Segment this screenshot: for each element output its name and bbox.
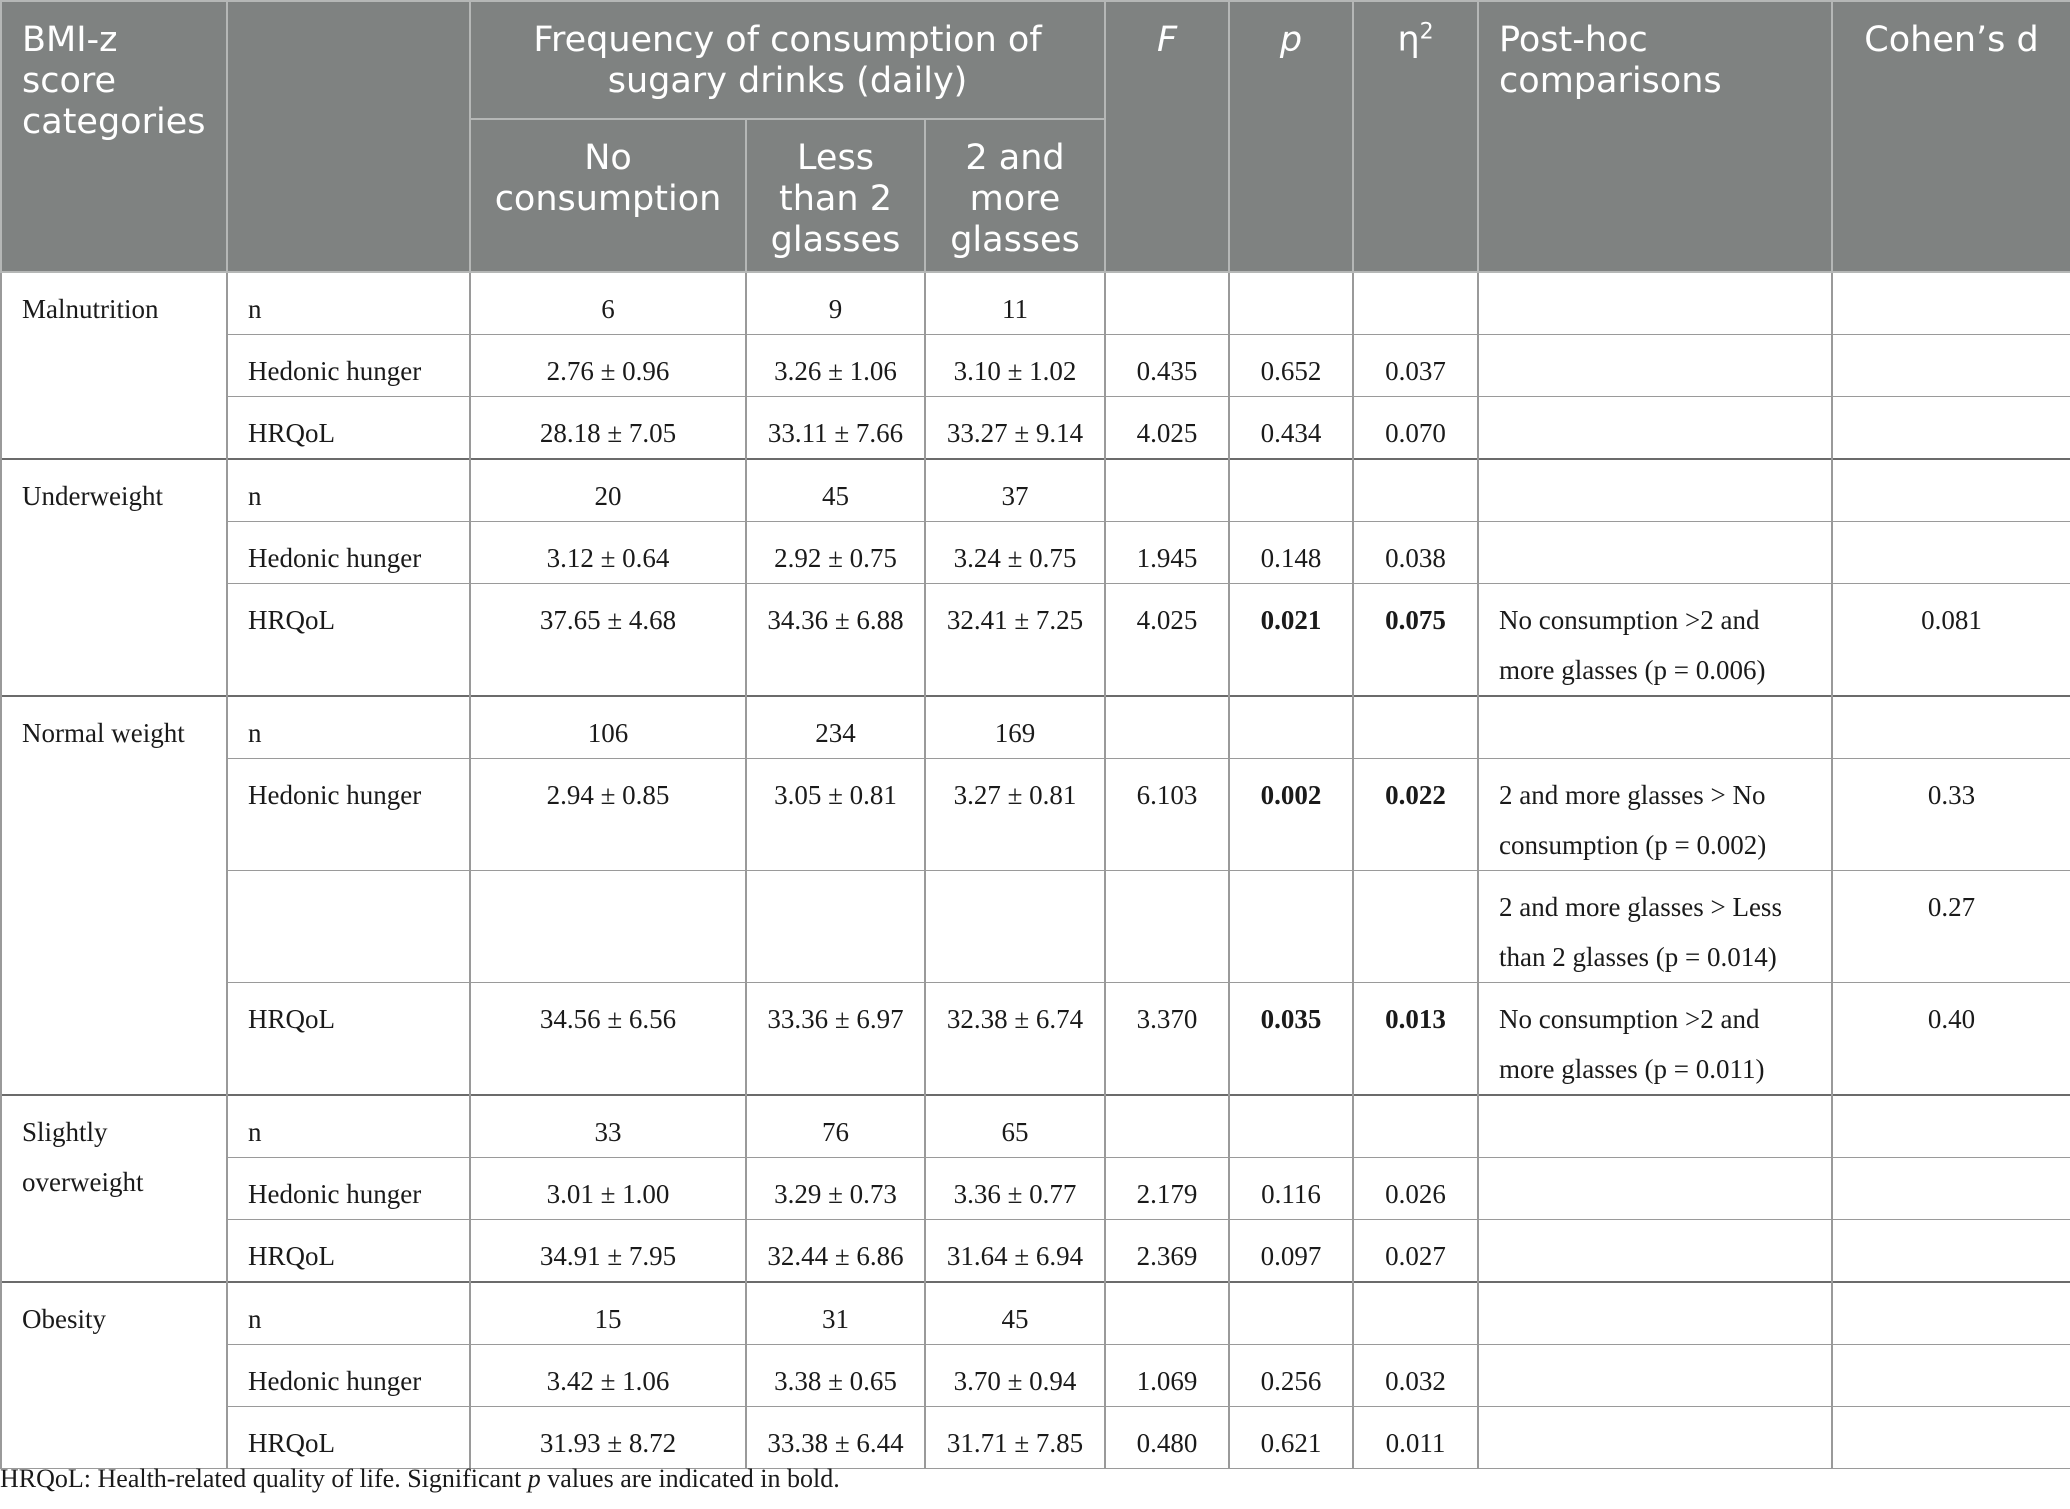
cell-category: Malnutrition — [1, 272, 227, 459]
table-row — [1, 1095, 2070, 1158]
cell-no-consumption: 34.91 ± 7.95 — [470, 1220, 746, 1283]
cell-f — [1105, 1282, 1229, 1345]
cell-less-than-2: 3.38 ± 0.65 — [746, 1345, 925, 1407]
table-row — [1, 584, 2070, 697]
cell-f: 2.369 — [1105, 1220, 1229, 1283]
cell-posthoc — [1478, 397, 1832, 460]
cell-measure: HRQoL — [227, 584, 470, 697]
cell-less-than-2: 32.44 ± 6.86 — [746, 1220, 925, 1283]
cell-no-consumption: 106 — [470, 696, 746, 759]
cell-2-and-more: 3.70 ± 0.94 — [925, 1345, 1105, 1407]
table-row — [1, 459, 2070, 522]
table-row — [1, 759, 2070, 871]
header-p: p — [1229, 1, 1353, 272]
cell-cohens-d — [1832, 696, 2070, 759]
cell-f — [1105, 272, 1229, 335]
cell-no-consumption: 28.18 ± 7.05 — [470, 397, 746, 460]
cell-posthoc: 2 and more glasses > Less than 2 glasses (p = 0.014) — [1478, 871, 1832, 983]
cell-f: 2.179 — [1105, 1158, 1229, 1220]
cell-eta-squared — [1353, 1282, 1478, 1345]
footnote-p-symbol: p — [527, 1464, 541, 1493]
cell-2-and-more: 3.27 ± 0.81 — [925, 759, 1105, 871]
cell-posthoc — [1478, 522, 1832, 584]
cell-f: 6.103 — [1105, 759, 1229, 871]
cell-less-than-2: 3.05 ± 0.81 — [746, 759, 925, 871]
cell-cohens-d — [1832, 335, 2070, 397]
cell-less-than-2 — [746, 871, 925, 983]
table-footnote — [0, 1464, 840, 1494]
cell-eta-squared — [1353, 696, 1478, 759]
cell-cohens-d — [1832, 1407, 2070, 1469]
cell-cohens-d: 0.27 — [1832, 871, 2070, 983]
cell-less-than-2: 33.11 ± 7.66 — [746, 397, 925, 460]
table-row — [1, 1282, 2070, 1345]
cell-category: Underweight — [1, 459, 227, 696]
header-posthoc: Post-hoc comparisons — [1478, 1, 1832, 272]
cell-no-consumption: 34.56 ± 6.56 — [470, 983, 746, 1096]
cell-posthoc — [1478, 1220, 1832, 1283]
footnote-text-start: HRQoL: Health-related quality of life. Significant — [0, 1464, 528, 1493]
cell-no-consumption: 15 — [470, 1282, 746, 1345]
cell-eta-squared: 0.075 — [1353, 584, 1478, 697]
header-eta-squared — [1353, 1, 1478, 272]
cell-less-than-2: 45 — [746, 459, 925, 522]
cell-less-than-2: 33.36 ± 6.97 — [746, 983, 925, 1096]
cell-measure: HRQoL — [227, 1407, 470, 1469]
cell-measure: n — [227, 1282, 470, 1345]
cell-measure: n — [227, 272, 470, 335]
table-row — [1, 335, 2070, 397]
cell-posthoc — [1478, 1158, 1832, 1220]
header-less-than-2: Less than 2 glasses — [746, 119, 925, 272]
cell-p: 0.652 — [1229, 335, 1353, 397]
footnote-text-end: values are indicated in bold. — [540, 1464, 840, 1493]
cell-2-and-more: 37 — [925, 459, 1105, 522]
cell-less-than-2: 76 — [746, 1095, 925, 1158]
cell-measure: HRQoL — [227, 1220, 470, 1283]
cell-less-than-2: 33.38 ± 6.44 — [746, 1407, 925, 1469]
cell-f: 1.945 — [1105, 522, 1229, 584]
cell-f: 4.025 — [1105, 397, 1229, 460]
cell-2-and-more: 33.27 ± 9.14 — [925, 397, 1105, 460]
cell-p: 0.148 — [1229, 522, 1353, 584]
cell-cohens-d — [1832, 1158, 2070, 1220]
cell-measure: Hedonic hunger — [227, 1345, 470, 1407]
cell-less-than-2: 34.36 ± 6.88 — [746, 584, 925, 697]
cell-2-and-more: 11 — [925, 272, 1105, 335]
table-row — [1, 696, 2070, 759]
cell-p: 0.097 — [1229, 1220, 1353, 1283]
cell-less-than-2: 3.26 ± 1.06 — [746, 335, 925, 397]
cell-posthoc: No consumption >2 and more glasses (p = 0.011) — [1478, 983, 1832, 1096]
table-row — [1, 397, 2070, 460]
cell-eta-squared: 0.022 — [1353, 759, 1478, 871]
cell-cohens-d — [1832, 397, 2070, 460]
cell-eta-squared — [1353, 272, 1478, 335]
cell-posthoc: 2 and more glasses > No consumption (p = 0.002) — [1478, 759, 1832, 871]
table-row — [1, 1407, 2070, 1469]
cell-eta-squared — [1353, 459, 1478, 522]
cell-2-and-more: 3.36 ± 0.77 — [925, 1158, 1105, 1220]
table-row — [1, 522, 2070, 584]
cell-f: 3.370 — [1105, 983, 1229, 1096]
cell-2-and-more: 31.71 ± 7.85 — [925, 1407, 1105, 1469]
table-row — [1, 1345, 2070, 1407]
cell-posthoc — [1478, 459, 1832, 522]
cell-cohens-d — [1832, 272, 2070, 335]
cell-no-consumption: 3.12 ± 0.64 — [470, 522, 746, 584]
cell-posthoc — [1478, 1407, 1832, 1469]
cell-cohens-d — [1832, 459, 2070, 522]
header-eta-superscript: 2 — [1419, 19, 1434, 45]
table-body — [1, 272, 2070, 1469]
cell-category: Normal weight — [1, 696, 227, 1095]
cell-cohens-d — [1832, 1345, 2070, 1407]
cell-measure: HRQoL — [227, 397, 470, 460]
cell-p: 0.621 — [1229, 1407, 1353, 1469]
cell-2-and-more: 65 — [925, 1095, 1105, 1158]
cell-cohens-d — [1832, 1220, 2070, 1283]
cell-eta-squared — [1353, 1095, 1478, 1158]
cell-2-and-more: 32.38 ± 6.74 — [925, 983, 1105, 1096]
cell-measure: Hedonic hunger — [227, 335, 470, 397]
cell-no-consumption: 3.01 ± 1.00 — [470, 1158, 746, 1220]
table-row — [1, 1158, 2070, 1220]
cell-eta-squared: 0.013 — [1353, 983, 1478, 1096]
cell-measure — [227, 871, 470, 983]
cell-posthoc — [1478, 1345, 1832, 1407]
header-cohens-d: Cohen’s d — [1832, 1, 2070, 272]
header-f: F — [1105, 1, 1229, 272]
cell-p: 0.434 — [1229, 397, 1353, 460]
cell-cohens-d — [1832, 522, 2070, 584]
header-2-and-more: 2 and more glasses — [925, 119, 1105, 272]
cell-no-consumption: 2.76 ± 0.96 — [470, 335, 746, 397]
cell-less-than-2: 9 — [746, 272, 925, 335]
cell-no-consumption: 3.42 ± 1.06 — [470, 1345, 746, 1407]
table-row — [1, 1220, 2070, 1283]
cell-measure: n — [227, 696, 470, 759]
cell-p: 0.002 — [1229, 759, 1353, 871]
cell-measure: Hedonic hunger — [227, 759, 470, 871]
cell-cohens-d: 0.33 — [1832, 759, 2070, 871]
cell-p — [1229, 1282, 1353, 1345]
cell-less-than-2: 2.92 ± 0.75 — [746, 522, 925, 584]
cell-p: 0.035 — [1229, 983, 1353, 1096]
cell-less-than-2: 31 — [746, 1282, 925, 1345]
cell-cohens-d: 0.40 — [1832, 983, 2070, 1096]
cell-2-and-more: 3.24 ± 0.75 — [925, 522, 1105, 584]
cell-p — [1229, 871, 1353, 983]
header-bmi-categories: BMI-z score categories — [1, 1, 227, 272]
cell-p — [1229, 272, 1353, 335]
cell-f — [1105, 871, 1229, 983]
cell-f — [1105, 1095, 1229, 1158]
cell-less-than-2: 3.29 ± 0.73 — [746, 1158, 925, 1220]
cell-f: 1.069 — [1105, 1345, 1229, 1407]
cell-2-and-more: 3.10 ± 1.02 — [925, 335, 1105, 397]
cell-cohens-d — [1832, 1282, 2070, 1345]
cell-2-and-more: 32.41 ± 7.25 — [925, 584, 1105, 697]
cell-no-consumption: 31.93 ± 8.72 — [470, 1407, 746, 1469]
cell-2-and-more — [925, 871, 1105, 983]
header-no-consumption: No consumption — [470, 119, 746, 272]
cell-f — [1105, 696, 1229, 759]
cell-no-consumption: 37.65 ± 4.68 — [470, 584, 746, 697]
cell-2-and-more: 45 — [925, 1282, 1105, 1345]
cell-eta-squared: 0.027 — [1353, 1220, 1478, 1283]
cell-no-consumption — [470, 871, 746, 983]
cell-cohens-d — [1832, 1095, 2070, 1158]
table-row — [1, 871, 2070, 983]
cell-posthoc — [1478, 272, 1832, 335]
cell-f: 0.480 — [1105, 1407, 1229, 1469]
cell-posthoc — [1478, 1095, 1832, 1158]
header-eta-symbol: η — [1397, 20, 1420, 60]
cell-posthoc — [1478, 335, 1832, 397]
cell-category: Obesity — [1, 1282, 227, 1469]
cell-posthoc: No consumption >2 and more glasses (p = 0.006) — [1478, 584, 1832, 697]
cell-posthoc — [1478, 1282, 1832, 1345]
cell-no-consumption: 2.94 ± 0.85 — [470, 759, 746, 871]
cell-2-and-more: 169 — [925, 696, 1105, 759]
cell-cohens-d: 0.081 — [1832, 584, 2070, 697]
cell-measure: n — [227, 1095, 470, 1158]
cell-posthoc — [1478, 696, 1832, 759]
table-row — [1, 983, 2070, 1096]
cell-p — [1229, 696, 1353, 759]
cell-p: 0.256 — [1229, 1345, 1353, 1407]
cell-p: 0.021 — [1229, 584, 1353, 697]
cell-category: Slightly overweight — [1, 1095, 227, 1282]
cell-eta-squared — [1353, 871, 1478, 983]
header-measure-blank — [227, 1, 470, 272]
cell-measure: Hedonic hunger — [227, 522, 470, 584]
cell-no-consumption: 6 — [470, 272, 746, 335]
cell-2-and-more: 31.64 ± 6.94 — [925, 1220, 1105, 1283]
cell-f — [1105, 459, 1229, 522]
cell-eta-squared: 0.011 — [1353, 1407, 1478, 1469]
cell-eta-squared: 0.032 — [1353, 1345, 1478, 1407]
cell-f: 0.435 — [1105, 335, 1229, 397]
cell-measure: Hedonic hunger — [227, 1158, 470, 1220]
cell-p — [1229, 459, 1353, 522]
cell-eta-squared: 0.038 — [1353, 522, 1478, 584]
cell-f: 4.025 — [1105, 584, 1229, 697]
cell-measure: HRQoL — [227, 983, 470, 1096]
cell-eta-squared: 0.070 — [1353, 397, 1478, 460]
cell-eta-squared: 0.026 — [1353, 1158, 1478, 1220]
cell-no-consumption: 20 — [470, 459, 746, 522]
cell-less-than-2: 234 — [746, 696, 925, 759]
cell-eta-squared: 0.037 — [1353, 335, 1478, 397]
cell-no-consumption: 33 — [470, 1095, 746, 1158]
cell-p — [1229, 1095, 1353, 1158]
cell-p: 0.116 — [1229, 1158, 1353, 1220]
table-row — [1, 272, 2070, 335]
cell-measure: n — [227, 459, 470, 522]
header-frequency: Frequency of consumption of sugary drinks (daily) — [470, 1, 1105, 119]
